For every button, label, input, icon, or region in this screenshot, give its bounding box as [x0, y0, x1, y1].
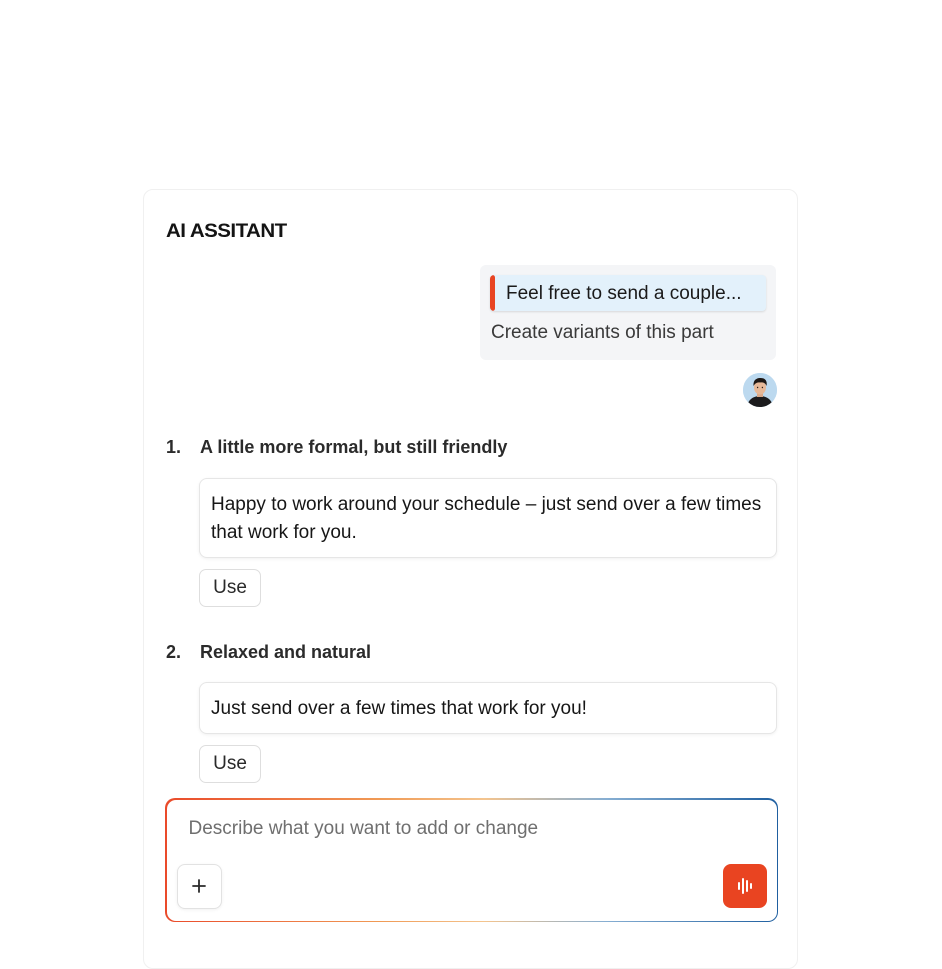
variant-heading [166, 642, 371, 663]
panel-title: AI ASSITANT [166, 221, 287, 242]
variant-heading [166, 437, 507, 458]
user-avatar [743, 373, 777, 407]
use-variant-button[interactable]: Use [199, 745, 261, 783]
prompt-composer [165, 798, 778, 922]
quoted-text: Feel free to send a couple... [506, 283, 742, 304]
prompt-input[interactable] [189, 818, 729, 840]
add-attachment-button[interactable] [177, 864, 222, 909]
quote-accent-bar [490, 275, 495, 311]
variant-text-box: Happy to work around your schedule – just send over a few times that work for you. [199, 478, 777, 558]
voice-input-button[interactable] [723, 864, 767, 908]
plus-icon [192, 879, 206, 893]
variant-text-box: Just send over a few times that work for you! [199, 682, 777, 734]
user-message-bubble [480, 265, 776, 360]
quoted-selection-chip[interactable] [490, 275, 766, 311]
ai-assistant-panel [143, 189, 798, 969]
use-variant-button[interactable]: Use [199, 569, 261, 607]
user-avatar-icon [743, 373, 777, 407]
variant-number: 1. [166, 437, 182, 457]
composer-inner [167, 800, 777, 921]
user-instruction: Create variants of this part [491, 322, 714, 343]
voice-waveform-icon [736, 876, 754, 896]
variant-title: Relaxed and natural [200, 642, 372, 662]
variant-number: 2. [166, 642, 182, 662]
variant-title: A little more formal, but still friendly [200, 437, 508, 457]
